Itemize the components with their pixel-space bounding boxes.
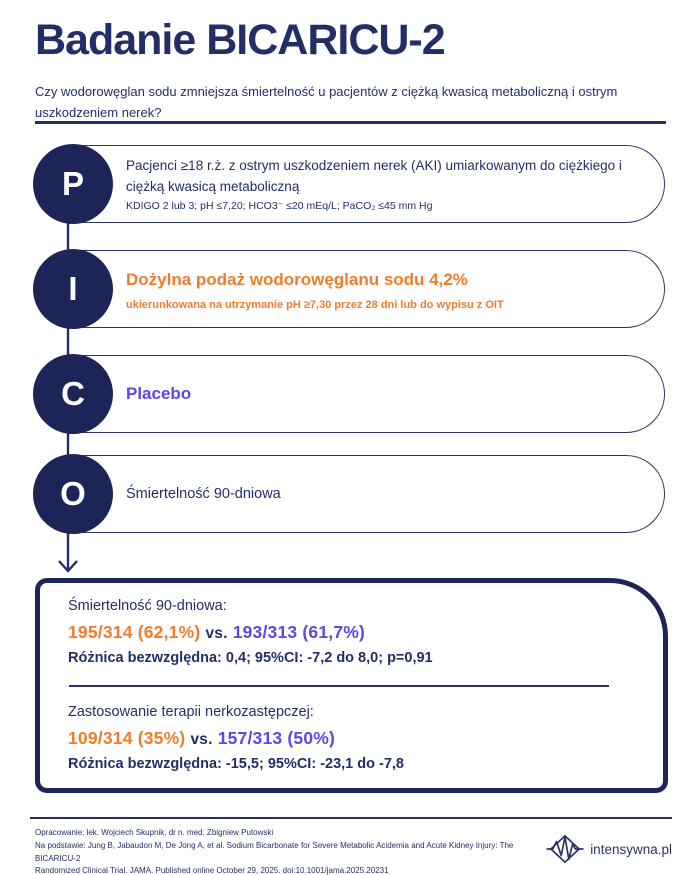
rrt-vs-label: vs. — [190, 730, 213, 748]
header-divider — [35, 121, 666, 124]
footer-references — [35, 827, 545, 875]
footer-divider — [30, 817, 672, 819]
intervention-pill — [40, 250, 665, 328]
brand-logo — [546, 833, 672, 865]
comparison-text: Placebo — [126, 383, 192, 403]
pico-row-population — [33, 145, 665, 223]
study-question: Czy wodorowęglan sodu zmniejsza śmiertelność u pacjentów z ciężką kwasicą metaboliczną i ostrym uszkodzeniem nerek? — [35, 84, 618, 120]
pico-letter-i: I — [33, 249, 113, 329]
intervention-text: Dożylna podaż wodorowęglanu sodu 4,2% — [126, 270, 468, 290]
rrt-difference: Różnica bezwzględna: -15,5; 95%CI: -23,1 do -7,8 — [68, 755, 404, 772]
page-title: Badanie BICARICU-2 — [35, 16, 445, 64]
pulse-diamond-icon — [546, 833, 584, 865]
pico-row-outcome — [33, 455, 665, 533]
pico-letter-p: P — [33, 144, 113, 224]
footer-source-line1: Na podstawie: Jung B, Jabaudon M, De Jong A, et al. Sodium Bicarbonate for Severe Metabolic Acidemia and Acute Kidney Injury: The BICARICU-2 — [35, 840, 514, 863]
brand-name: intensywna.pl — [590, 841, 672, 857]
pico-letter-c: C — [33, 354, 113, 434]
mortality-vs-label: vs. — [205, 625, 228, 642]
footer-credits: Opracowanie: lek. Wojciech Skupnik, dr n. med. Zbigniew Putowski — [35, 828, 274, 837]
pico-letter-o: O — [33, 454, 113, 534]
pico-row-intervention — [33, 250, 665, 328]
footer-source-line2: Randomized Clinical Trial. JAMA. Published online October 29, 2025. doi:10.1001/jama.2025.20231 — [35, 866, 389, 875]
rrt-control-value: 157/313 (50%) — [217, 727, 336, 748]
intervention-detail: ukierunkowana na utrzymanie pH ≥7,30 przez 28 dni lub do wypisu z OIT — [126, 298, 504, 311]
population-text: Pacjenci ≥18 r.ż. z ostrym uszkodzeniem nerek (AKI) umiarkowanym do ciężkiego i ciężką kwasicą metaboliczną — [126, 157, 622, 194]
result-rrt-label: Zastosowanie terapii nerkozastępczej: — [68, 703, 314, 720]
mortality-control-value: 193/313 (61,7%) — [232, 622, 366, 642]
rrt-intervention-value: 109/314 (35%) — [68, 727, 186, 748]
comparison-pill — [40, 355, 665, 433]
mortality-difference: Różnica bezwzględna: 0,4; 95%CI: -7,2 do 8,0; p=0,91 — [68, 650, 433, 666]
result-rrt-values — [68, 728, 637, 749]
result-mortality — [68, 598, 637, 666]
outcome-text: Śmiertelność 90-dniowa — [126, 485, 281, 502]
results-box — [35, 578, 668, 793]
result-rrt — [68, 704, 637, 772]
outcome-pill — [40, 455, 665, 533]
population-pill — [40, 145, 665, 223]
result-mortality-label: Śmiertelność 90-dniowa: — [68, 598, 227, 614]
pico-row-comparison — [33, 355, 665, 433]
results-divider — [69, 685, 609, 687]
population-criteria: KDIGO 2 lub 3; pH ≤7,20; HCO3⁻ ≤20 mEq/L; PaCO₂ ≤45 mm Hg — [126, 200, 433, 213]
result-mortality-values — [68, 622, 637, 643]
mortality-intervention-value: 195/314 (62,1%) — [68, 622, 201, 642]
